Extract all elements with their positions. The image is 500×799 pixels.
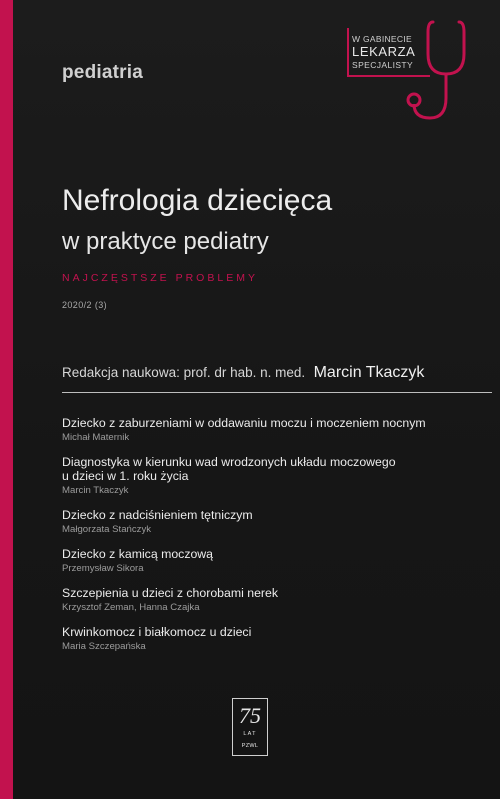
editor-name: Marcin Tkaczyk bbox=[313, 364, 425, 381]
chapter-title: Dziecko z kamicą moczową bbox=[62, 547, 214, 561]
chapter-item bbox=[62, 625, 482, 652]
chapter-title: Diagnostyka w kierunku wad wrodzonych układu moczowego u dzieci w 1. roku życia bbox=[62, 455, 396, 483]
chapter-item bbox=[62, 547, 482, 574]
series-line-2: LEKARZA bbox=[352, 44, 416, 59]
chapter-author: Krzysztof Zeman, Hanna Czajka bbox=[62, 602, 200, 613]
chapter-author: Michał Maternik bbox=[62, 432, 130, 443]
chapter-title: Szczepienia u dzieci z chorobami nerek bbox=[62, 586, 278, 600]
chapter-item bbox=[62, 455, 482, 496]
editor-line bbox=[62, 364, 424, 382]
chapter-title: Krwinkomocz i białkomocz u dzieci bbox=[62, 625, 252, 639]
chapter-author: Małgorzata Stańczyk bbox=[62, 524, 152, 535]
book-subtitle: w praktyce pediatry bbox=[62, 228, 269, 255]
series-line-1: W GABINECIE bbox=[352, 34, 412, 44]
chapter-item bbox=[62, 508, 482, 535]
chapter-item bbox=[62, 416, 482, 443]
stethoscope-icon bbox=[330, 14, 490, 134]
edition-number: 2020/2 (3) bbox=[62, 300, 108, 310]
chapter-author: Maria Szczepańska bbox=[62, 641, 146, 652]
badge-number: 75 bbox=[239, 703, 261, 728]
publisher-anniversary-badge bbox=[232, 698, 268, 756]
divider bbox=[62, 392, 492, 393]
series-line-3: SPECJALISTY bbox=[352, 60, 414, 70]
badge-lat: LAT bbox=[243, 731, 257, 737]
chapter-list bbox=[62, 416, 482, 664]
chapter-author: Przemysław Sikora bbox=[62, 563, 144, 574]
chapter-author: Marcin Tkaczyk bbox=[62, 485, 129, 496]
series-logo bbox=[330, 14, 490, 134]
chapter-title: Dziecko z zaburzeniami w oddawaniu moczu i moczeniem nocnym bbox=[62, 416, 426, 430]
category-label: pediatria bbox=[62, 62, 143, 83]
book-tagline: NAJCZĘSTSZE PROBLEMY bbox=[62, 272, 258, 284]
chapter-title: Dziecko z nadciśnieniem tętniczym bbox=[62, 508, 253, 522]
accent-bar bbox=[0, 0, 13, 799]
book-title: Nefrologia dziecięca bbox=[62, 184, 333, 217]
chapter-item bbox=[62, 586, 482, 613]
editor-prefix: Redakcja naukowa: prof. dr hab. n. med. bbox=[62, 365, 306, 380]
publisher-logo: PZWL bbox=[241, 743, 259, 749]
